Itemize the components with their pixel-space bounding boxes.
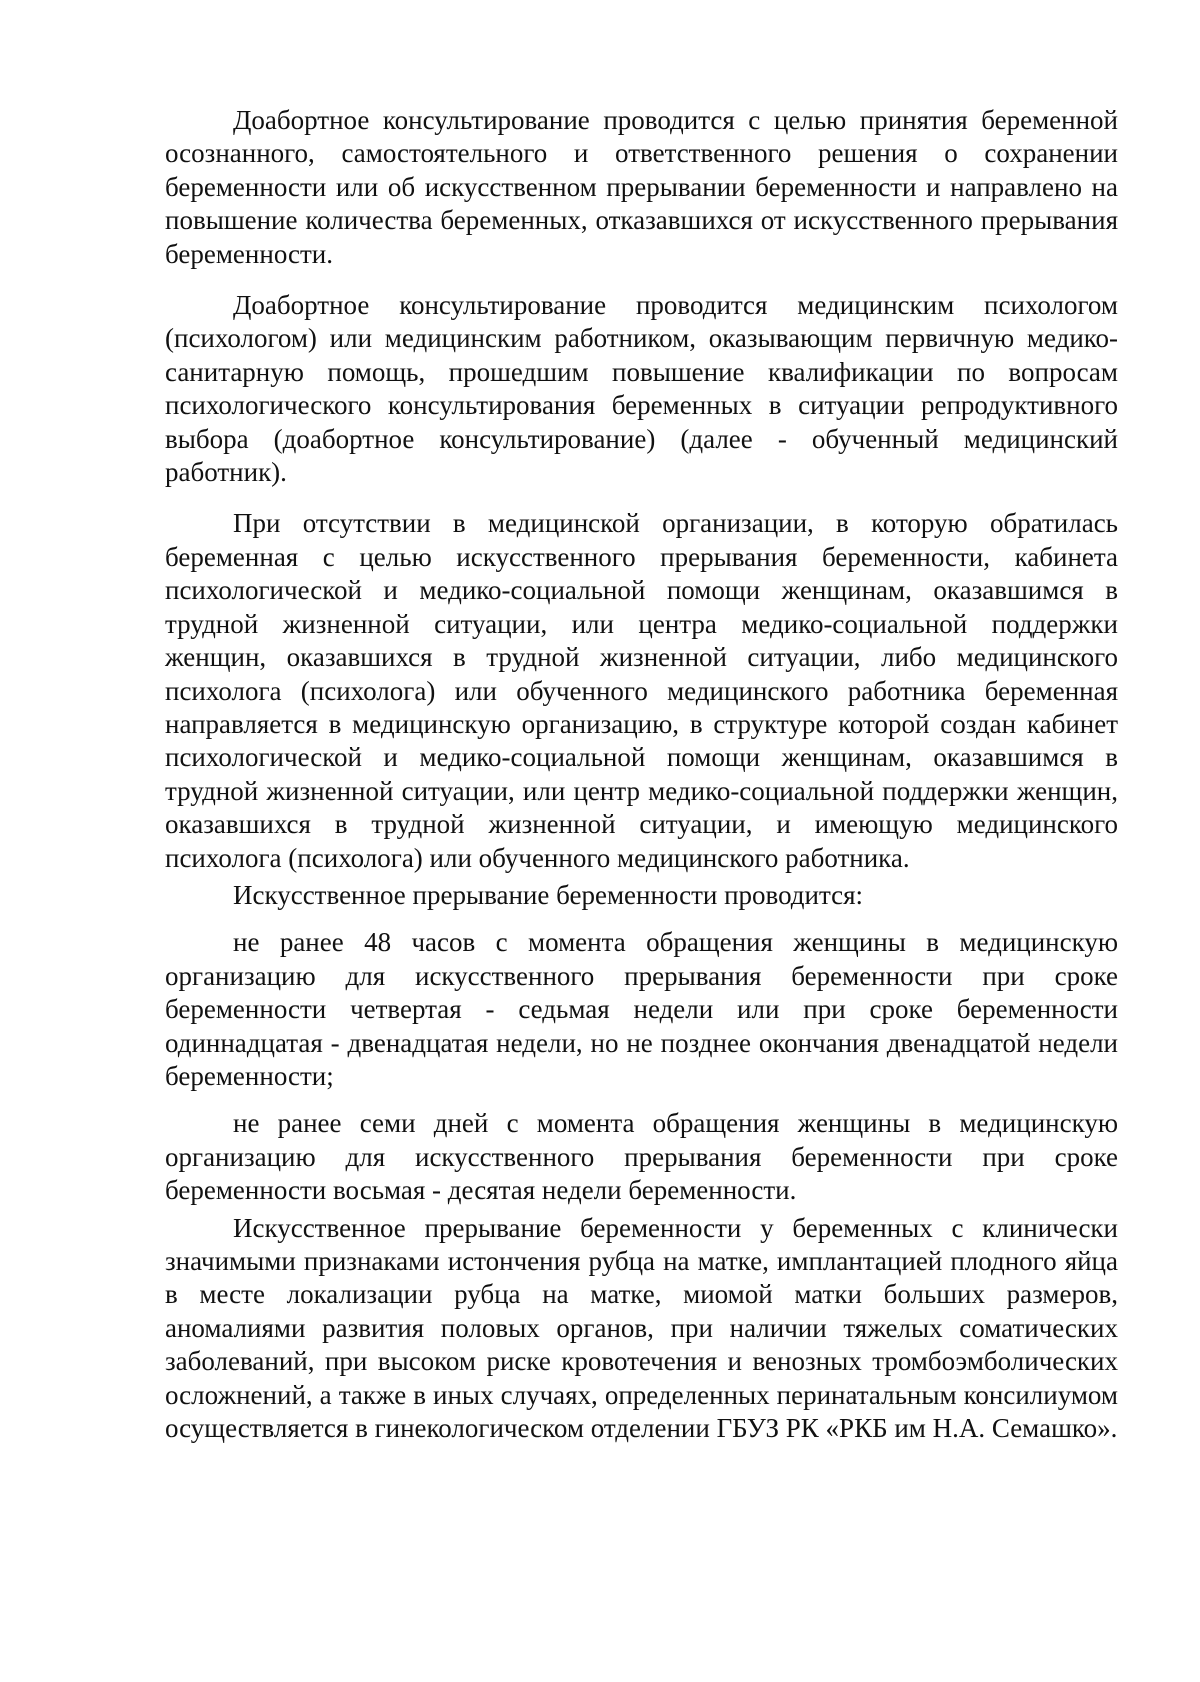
paragraph-hospital-cases: Искусственное прерывание беременности у беременных с клинически значимыми признаками истончения рубца на матке, имплантацией плодного яйца в месте локализации рубца на матке, миомой матки больших размеров, аномалиями развития половых органов, при наличии тяжелых соматических заболеваний, при высоком риске кровотечения и венозных тромбоэмболических осложнений, а также в иных случаях, определенных перинатальным консилиумом осуществляется в гинекологическом отделении ГБУЗ РК «РКБ им Н.А. Семашко». xyxy=(165,1212,1118,1444)
paragraph-counseling-provider: Доабортное консультирование проводится медицинским психологом (психологом) или медицинским работником, оказывающим первичную медико-санитарную помощь, прошедшим повышение квалификации по вопросам психологического консультирования беременных в ситуации репродуктивного выбора (доабортное консультирование) (далее - обученный медицинский работник). xyxy=(165,290,1118,488)
paragraph-preabortion-counseling-purpose: Доабортное консультирование проводится с целью принятия беременной осознанного, самостоятельного и ответственного решения о сохранении беременности или об искусственном прерывании беременности и направлено на повышение количества беременных, отказавшихся от искусственного прерывания беременности. xyxy=(165,105,1118,269)
paragraph-timing-48-hours: не ранее 48 часов с момента обращения женщины в медицинскую организацию для искусственного прерывания беременности при сроке беременности четвертая - седьмая недели или при сроке беременности одиннадцатая - двенадцатая недели, но не позднее окончания двенадцатой недели беременности; xyxy=(165,927,1118,1091)
document-page xyxy=(165,104,1118,1445)
paragraph-referral-rules: При отсутствии в медицинской организации, в которую обратилась беременная с целью искусственного прерывания беременности, кабинета психологической и медико-социальной помощи женщинам, оказавшимся в трудной жизненной ситуации, или центра медико-социальной поддержки женщин, оказавшихся в трудной жизненной ситуации, либо медицинского психолога (психолога) или обученного медицинского работника беременная направляется в медицинскую организацию, в структуре которой создан кабинет психологической и медико-социальной помощи женщинам, оказавшимся в трудной жизненной ситуации, или центр медико-социальной поддержки женщин, оказавшихся в трудной жизненной ситуации, и имеющую медицинского психолога (психолога) или обученного медицинского работника. xyxy=(165,508,1118,873)
paragraph-timing-seven-days: не ранее семи дней с момента обращения женщины в медицинскую организацию для искусственного прерывания беременности при сроке беременности восьмая - десятая недели беременности. xyxy=(165,1108,1118,1206)
paragraph-abortion-timing-intro: Искусственное прерывание беременности проводится: xyxy=(233,879,864,910)
